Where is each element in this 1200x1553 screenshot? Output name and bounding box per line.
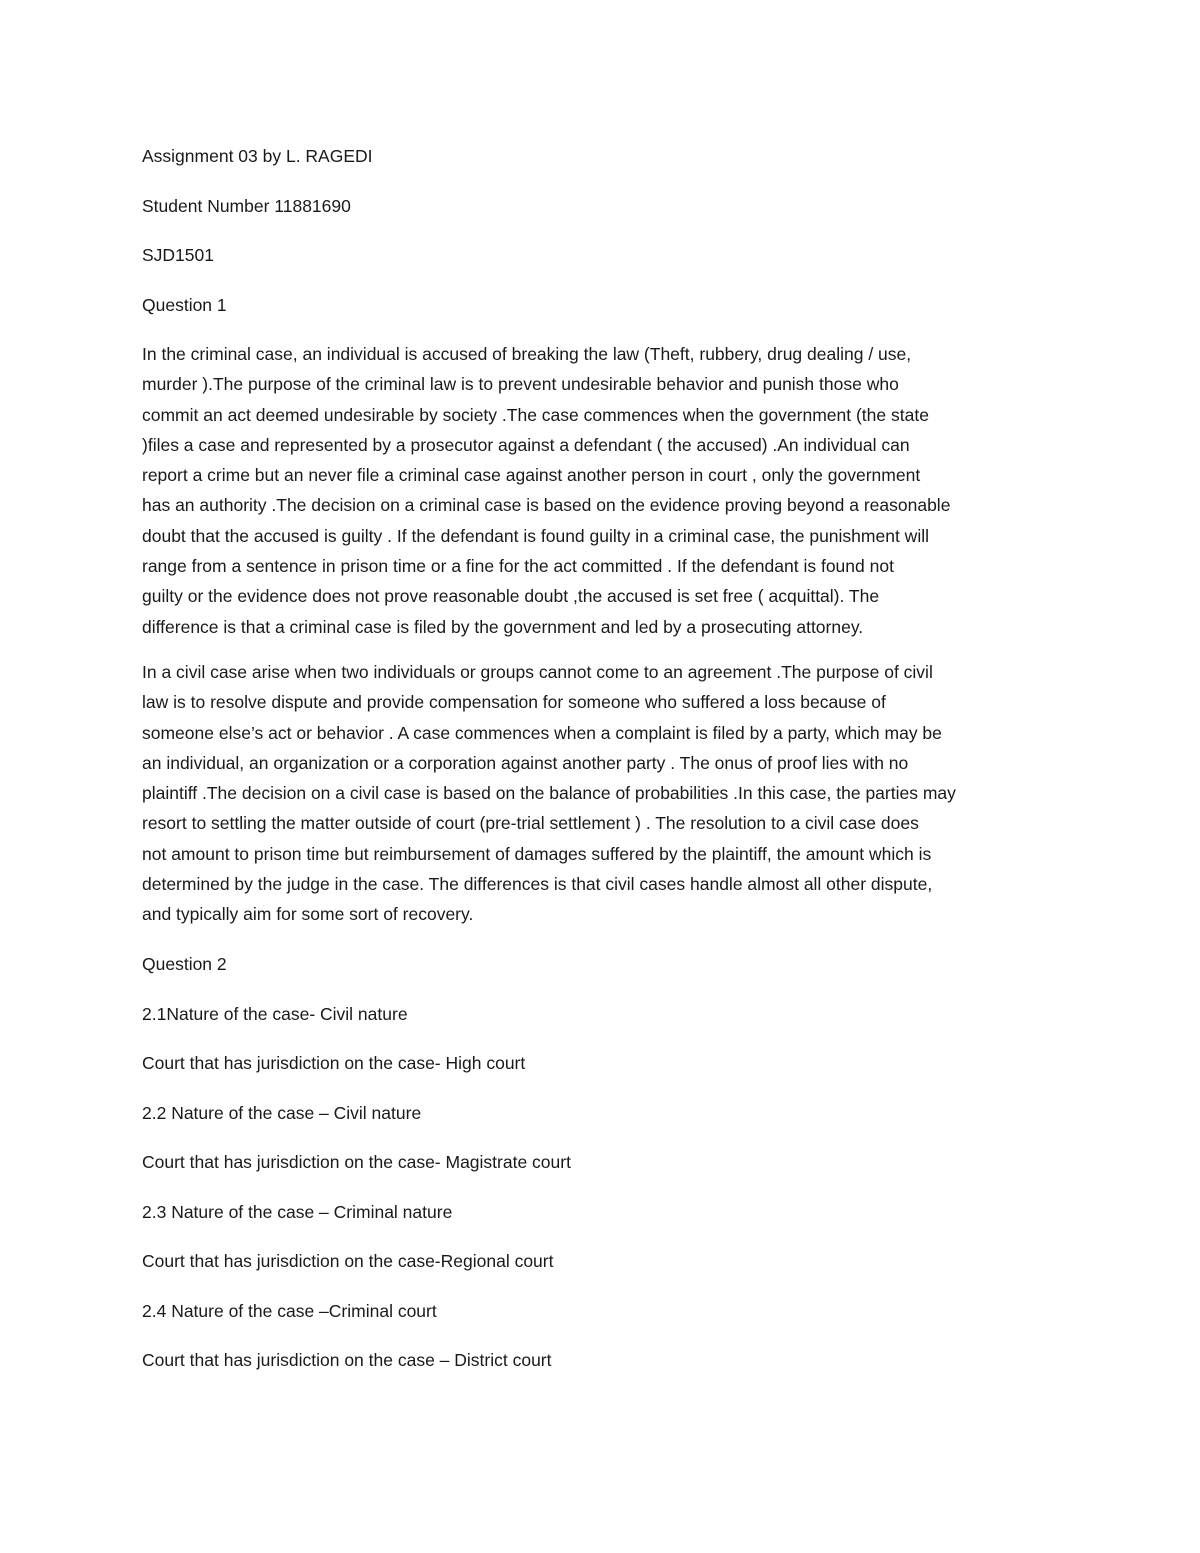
- paragraph-line: range from a sentence in prison time or a fine for the act committed . If the defendant is found not: [142, 556, 894, 577]
- question-1-paragraph-civil: [142, 657, 1072, 930]
- question-2-1-court: Court that has jurisdiction on the case- High court: [142, 1053, 526, 1074]
- paragraph-line: doubt that the accused is guilty . If the defendant is found guilty in a criminal case, the punishment will: [142, 525, 929, 546]
- question-2-3-court: Court that has jurisdiction on the case-Regional court: [142, 1251, 554, 1272]
- question-2-3-nature: 2.3 Nature of the case – Criminal nature: [142, 1201, 453, 1222]
- paragraph-line: guilty or the evidence does not prove reasonable doubt ,the accused is set free ( acquittal). The: [142, 586, 880, 607]
- paragraph-line: In a civil case arise when two individuals or groups cannot come to an agreement .The purpose of civil: [142, 661, 933, 682]
- document-title: Assignment 03 by L. RAGEDI: [142, 146, 373, 166]
- paragraph-line: resort to settling the matter outside of court (pre-trial settlement ) . The resolution to a civil case does: [142, 813, 919, 834]
- question-2-4-nature: 2.4 Nature of the case –Criminal court: [142, 1300, 437, 1321]
- question-2-2-nature: 2.2 Nature of the case – Civil nature: [142, 1102, 422, 1123]
- paragraph-line: )files a case and represented by a prosecutor against a defendant ( the accused) .An individual can: [142, 434, 910, 455]
- paragraph-line: difference is that a criminal case is filed by the government and led by a prosecuting attorney.: [142, 616, 864, 637]
- paragraph-line: has an authority .The decision on a criminal case is based on the evidence proving beyond a reasonable: [142, 495, 951, 516]
- question-2-4-court: Court that has jurisdiction on the case – District court: [142, 1350, 552, 1371]
- document-page: [142, 141, 1072, 1395]
- paragraph-line: law is to resolve dispute and provide compensation for someone who suffered a loss because of: [142, 692, 886, 713]
- paragraph-line: determined by the judge in the case. The differences is that civil cases handle almost all other dispute,: [142, 874, 933, 895]
- paragraph-line: not amount to prison time but reimbursement of damages suffered by the plaintiff, the amount which is: [142, 843, 932, 864]
- paragraph-line: commit an act deemed undesirable by society .The case commences when the government (the state: [142, 404, 929, 425]
- paragraph-line: someone else’s act or behavior . A case commences when a complaint is filed by a party, which may be: [142, 722, 942, 743]
- paragraph-line: report a crime but an never file a criminal case against another person in court , only the government: [142, 465, 921, 486]
- module-code: SJD1501: [142, 245, 214, 265]
- paragraph-line: plaintiff .The decision on a civil case is based on the balance of probabilities .In this case, the parties may: [142, 783, 956, 804]
- question-1-heading: Question 1: [142, 294, 227, 315]
- paragraph-line: an individual, an organization or a corporation against another party . The onus of proof lies with no: [142, 752, 909, 773]
- paragraph-line: murder ).The purpose of the criminal law is to prevent undesirable behavior and punish those who: [142, 374, 899, 395]
- question-2-1-nature: 2.1Nature of the case- Civil nature: [142, 1003, 408, 1024]
- student-number: Student Number 11881690: [142, 195, 351, 216]
- paragraph-line: In the criminal case, an individual is accused of breaking the law (Theft, rubbery, drug dealing / use,: [142, 344, 912, 364]
- question-1-paragraph-criminal: [142, 339, 1072, 642]
- question-2-2-court: Court that has jurisdiction on the case- Magistrate court: [142, 1152, 571, 1173]
- question-2-heading: Question 2: [142, 954, 227, 975]
- paragraph-line: and typically aim for some sort of recovery.: [142, 904, 474, 925]
